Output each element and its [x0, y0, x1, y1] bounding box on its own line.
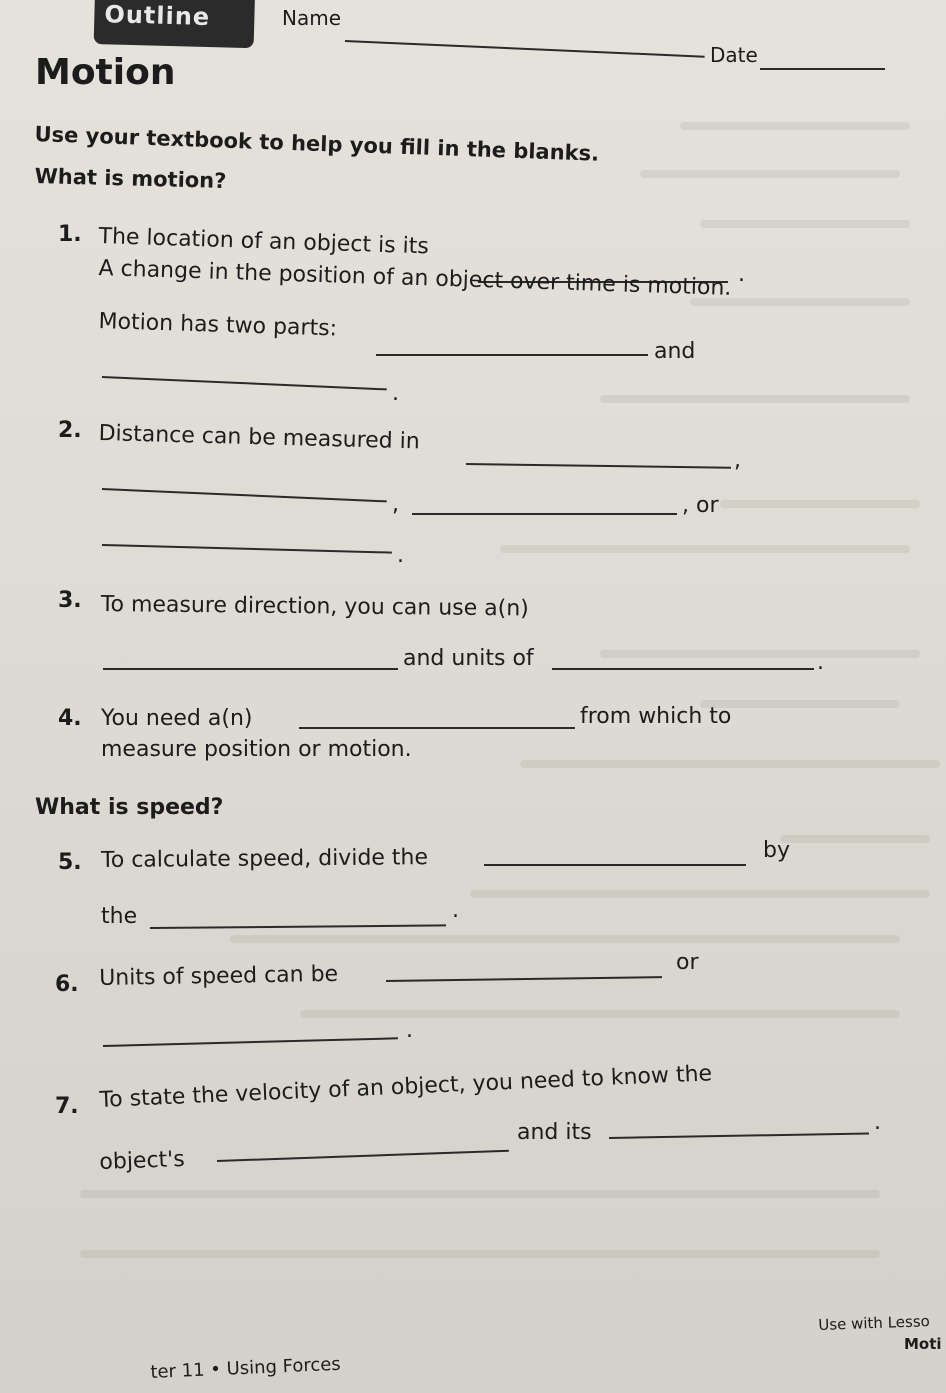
question-number: 6.: [55, 972, 79, 997]
page-title: Motion: [35, 52, 176, 93]
name-label: Name: [282, 6, 342, 30]
question-text: or: [676, 950, 699, 975]
punctuation: .: [452, 898, 459, 923]
question-number: 1.: [58, 222, 82, 247]
blank-reference-point[interactable]: [299, 727, 575, 729]
name-field[interactable]: [345, 40, 705, 58]
blank-direction-units[interactable]: [552, 668, 814, 670]
blank-motion-part-2[interactable]: [102, 376, 387, 390]
question-text: the: [101, 904, 138, 929]
outline-tab-label: Outline: [104, 0, 211, 32]
punctuation: .: [738, 262, 745, 287]
blank-speed[interactable]: [217, 1150, 509, 1162]
question-text: To state the velocity of an object, you need to know the: [99, 1061, 713, 1113]
question-text: measure position or motion.: [101, 737, 412, 762]
question-text: You need a(n): [101, 706, 253, 731]
question-text: To calculate speed, divide the: [101, 845, 429, 873]
blank-distance-unit-2[interactable]: [102, 488, 387, 502]
punctuation: .: [817, 650, 824, 675]
question-text: and units of: [403, 646, 534, 671]
question-text: by: [763, 838, 790, 863]
question-text: Units of speed can be: [99, 961, 339, 991]
punctuation: .: [397, 543, 404, 568]
question-text: The location of an object is its: [98, 224, 430, 260]
question-number: 2.: [58, 418, 82, 443]
punctuation: ,: [734, 448, 741, 473]
date-field[interactable]: [760, 68, 885, 70]
question-number: 3.: [58, 588, 82, 613]
question-number: 5.: [58, 850, 82, 875]
blank-time[interactable]: [150, 924, 446, 929]
outline-tab: [94, 0, 255, 48]
blank-distance[interactable]: [484, 864, 746, 866]
instructions: Use your textbook to help you fill in the blanks.: [34, 122, 600, 166]
question-text: , or: [682, 493, 719, 518]
blank-distance-unit-1[interactable]: [466, 463, 731, 469]
punctuation: .: [406, 1018, 413, 1043]
question-text: Motion has two parts:: [98, 309, 338, 342]
section-heading-motion: What is motion?: [34, 164, 227, 194]
blank-distance-unit-4[interactable]: [102, 544, 392, 554]
question-text: object's: [99, 1147, 186, 1175]
question-number: 4.: [58, 706, 82, 731]
footer-use-with: Use with Lesso: [818, 1312, 931, 1334]
blank-distance-unit-3[interactable]: [412, 513, 677, 515]
date-label: Date: [710, 43, 758, 67]
question-text: A change in the position of an object over time is motion.: [98, 256, 732, 301]
blank-speed-unit-2[interactable]: [103, 1037, 398, 1047]
footer-lesson-name: Moti: [904, 1335, 942, 1353]
punctuation: .: [874, 1110, 881, 1135]
blank-direction[interactable]: [609, 1132, 869, 1139]
blank-motion-part-1[interactable]: [376, 354, 648, 356]
footer-chapter: ter 11 • Using Forces: [150, 1353, 342, 1383]
punctuation: ,: [392, 492, 399, 517]
question-text: from which to: [580, 704, 732, 729]
question-text: and its: [517, 1120, 592, 1145]
blank-direction-tool[interactable]: [103, 668, 398, 670]
punctuation: .: [392, 381, 399, 406]
question-text: Distance can be measured in: [98, 421, 421, 455]
section-heading-speed: What is speed?: [35, 795, 224, 820]
question-text: To measure direction, you can use a(n): [100, 592, 529, 622]
blank-speed-unit-1[interactable]: [386, 976, 662, 982]
question-text: and: [654, 339, 696, 364]
question-number: 7.: [55, 1094, 79, 1119]
